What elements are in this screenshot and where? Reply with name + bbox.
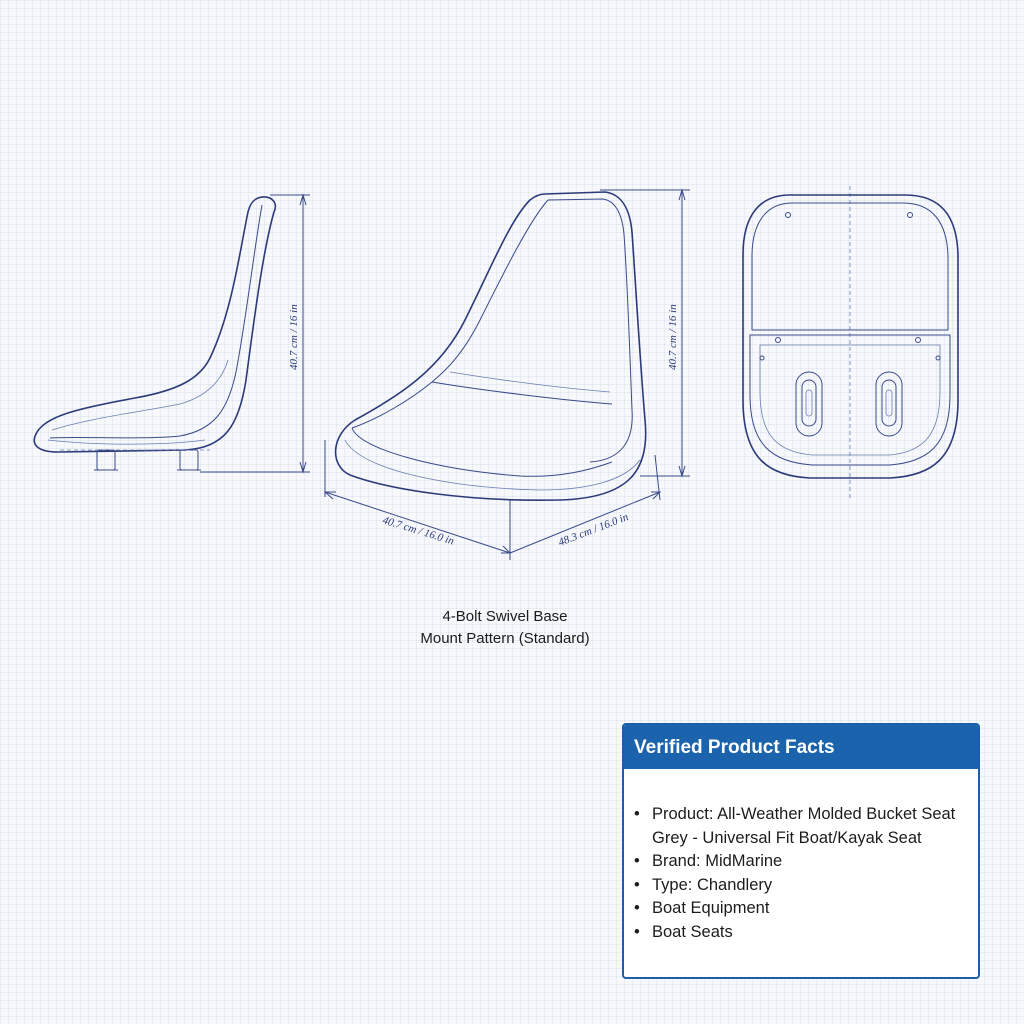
caption-line-2: Mount Pattern (Standard) [420,630,590,647]
side-view [34,195,310,472]
list-item: • Boat Equipment [652,897,978,921]
bottom-view [743,186,958,500]
front-view [325,190,690,560]
product-facts-list [624,803,978,944]
product-facts-title: Verified Product Facts [624,725,978,769]
list-item: • Boat Seats [652,921,978,945]
front-depth-label: 48.3 cm / 16.0 in [556,511,631,549]
front-width-label: 40.7 cm / 16.0 in [381,514,456,548]
list-item: • Type: Chandlery [652,874,978,898]
caption-line-1: 4-Bolt Swivel Base [442,608,568,625]
list-item: • Product: All-Weather Molded Bucket Seat [652,803,978,827]
product-facts-panel [622,723,980,979]
mount-pattern-caption [380,606,630,650]
list-item-continuation: Grey - Universal Fit Boat/Kayak Seat [652,828,922,847]
list-item: • Brand: MidMarine [652,850,978,874]
front-height-label: 40.7 cm / 16 in [667,304,679,370]
side-height-label: 40.7 cm / 16 in [288,304,300,370]
